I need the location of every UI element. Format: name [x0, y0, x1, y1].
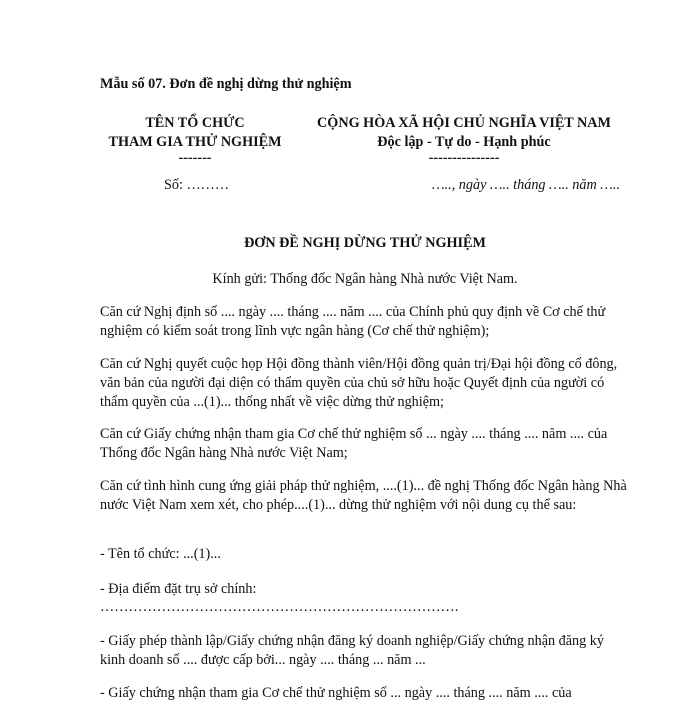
nation-rule: --------------- — [428, 150, 500, 166]
item-organization-name: - Tên tổ chức: ...(1)... — [100, 546, 221, 562]
paragraph-legal-basis-resolution: Căn cứ Nghị quyết cuộc họp Hội đồng thành viên/Hội đồng quản trị/Đại hội đồng cổ đông, văn bản của người đại diện có thẩm quyền của chủ sở hữu hoặc Quyết định của người có thẩm quyền của ...(1)... thống nhất về việc dừng thử nghiệm; — [100, 356, 618, 410]
paragraph-legal-basis-certificate: Căn cứ Giấy chứng nhận tham gia Cơ chế thử nghiệm số ... ngày .... tháng .... năm .... của Thống đốc Ngân hàng Nhà nước Việt Nam; — [100, 426, 608, 461]
item-headquarters: - Địa điểm đặt trụ sở chính: — [100, 581, 257, 597]
paragraph-request: Căn cứ tình hình cung ứng giải pháp thử nghiệm, ....(1)... đề nghị Thống đốc Ngân hàng Nhà nước Việt Nam xem xét, cho phép....(1)... dừng thử nghiệm với nội dung cụ thể sau: — [100, 478, 627, 513]
addressee: Kính gửi: Thống đốc Ngân hàng Nhà nước Việt Nam. — [212, 271, 518, 287]
nation-motto: Độc lập - Tự do - Hạnh phúc — [377, 134, 551, 150]
document-date: ….., ngày ….. tháng ….. năm ….. — [432, 177, 620, 193]
item-headquarters-fill: …………………………………………………………………. — [100, 599, 459, 615]
item-license: - Giấy phép thành lập/Giấy chứng nhận đăng ký doanh nghiệp/Giấy chứng nhận đăng ký kinh doanh số .... được cấp bởi... ngày .... tháng ... năm ... — [100, 633, 604, 668]
document-number: Số: ……… — [164, 177, 230, 193]
nation-title: CỘNG HÒA XÃ HỘI CHỦ NGHĨA VIỆT NAM — [317, 115, 611, 131]
document-title: ĐƠN ĐỀ NGHỊ DỪNG THỬ NGHIỆM — [244, 235, 486, 251]
org-rule: ------- — [178, 150, 212, 166]
form-label: Mẫu số 07. Đơn đề nghị dừng thử nghiệm — [100, 76, 352, 92]
paragraph-legal-basis-decree: Căn cứ Nghị định số .... ngày .... tháng .... năm .... của Chính phủ quy định về Cơ chế thử nghiệm có kiểm soát trong lĩnh vực ngân hàng (Cơ chế thử nghiệm); — [100, 304, 606, 339]
org-name-line1: TÊN TỔ CHỨC — [145, 115, 245, 131]
org-name-line2: THAM GIA THỬ NGHIỆM — [108, 134, 282, 150]
item-participation-certificate: - Giấy chứng nhận tham gia Cơ chế thử nghiệm số ... ngày .... tháng .... năm .... của — [100, 685, 572, 701]
